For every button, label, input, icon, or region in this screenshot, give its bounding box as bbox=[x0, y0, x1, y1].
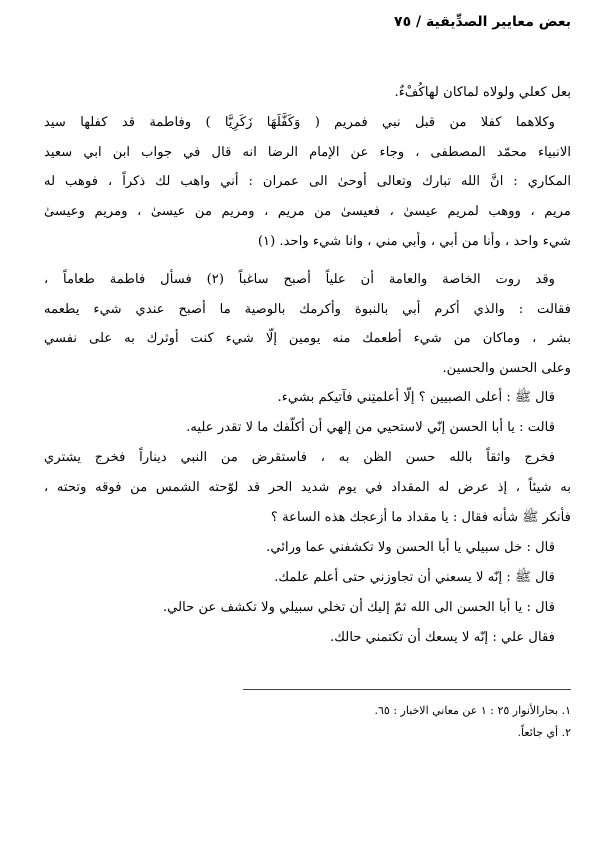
text-line: قال ﷺ : إنّه لا يسعني أن تجاوزني حتى أعلم علمك. bbox=[274, 570, 555, 585]
text-line: فخرج واثقاً بالله حسن الظن به ، فاستقرض من النبي ديناراً فخرج يشتري bbox=[44, 450, 555, 465]
text-line: المكاري : انَّ الله تبارك وتعالى أوحىٰ الى عمران : أني واهب لك ذكراً ، فوهب له bbox=[44, 174, 571, 189]
text-line: وكلاهما كفلا من قبل نبي فمريم ( وَكَفَّلَهَا زَكَرِيَّا ) وفاطمة قد كفلها سيد bbox=[44, 115, 555, 130]
text-line: فقالت : والذي أكرم أبي بالنبوة وأكرمك بالوصية ما أصبح عندي شيء يطعمه bbox=[44, 302, 571, 317]
text-line: مريم ، ووهب لمريم عيسىٰ ، فعيسىٰ من مريم ، ومريم من عيسىٰ ، ومريم وعيسىٰ bbox=[44, 204, 571, 219]
footnote-separator bbox=[243, 689, 571, 690]
text-line: قالت : يا أبا الحسن إنّي لاستحيي من إلهي أن أكلّفك ما لا تقدر عليه. bbox=[186, 420, 555, 435]
text-line: قال : خل سبيلي يا أبا الحسن ولا تكشفني عما ورائي. bbox=[266, 540, 555, 555]
text-line: الانبياء محمّد المصطفى ، وجاء عن الإمام الرضا انه قال في جواب ابن ابي سعيد bbox=[44, 145, 571, 160]
text-line: شيء واحد ، وأنا من أبي ، وأبي مني ، وانا شيء واحد. (١) bbox=[257, 234, 571, 249]
text-line: قال : يا أبا الحسن الى الله ثمّ إليك أن تخلي سبيلي ولا تكشف عن حالي. bbox=[162, 600, 555, 615]
text-line: بشر ، وماكان من شيء أطعمك منه يومين إلّا شيء كنت أوثرك به على نفسي bbox=[44, 331, 571, 346]
text-line: وقد روت الخاصة والعامة أن علياً أصبح ساغباً (٢) فسأل فاطمة طعاماً ، bbox=[44, 272, 555, 287]
page-header: بعض معايير الصدِّيقية / ٧٥ bbox=[394, 14, 571, 30]
text-line: فقال علي : إنّه لا يسعك أن تكتمني حالك. bbox=[330, 630, 555, 645]
text-line: بعل كعلي ولولاه لماكان لهاكُفْءٌ. bbox=[394, 85, 571, 100]
text-line: فأنكر ﷺ شأنه فقال : يا مقداد ما أزعجك هذه الساعة ؟ bbox=[270, 510, 571, 525]
footnote: ٢. أي جائعاً. bbox=[517, 726, 571, 739]
text-line: وعلى الحسن والحسين. bbox=[442, 361, 571, 376]
footnote: ١. بحارالأنوار ٢٥ : ١ عن معاني الاخبار : ٦٥. bbox=[374, 704, 571, 717]
text-line: قال ﷺ : أعلى الصبيين ؟ إلّا أعلمتِني فآتيكم بشيء. bbox=[277, 390, 555, 405]
text-line: به شيئاً ، إذ عرض له المقداد في يوم شديد الحر قد لوّحته الشمس من فوقه وتحته ، bbox=[44, 480, 571, 495]
